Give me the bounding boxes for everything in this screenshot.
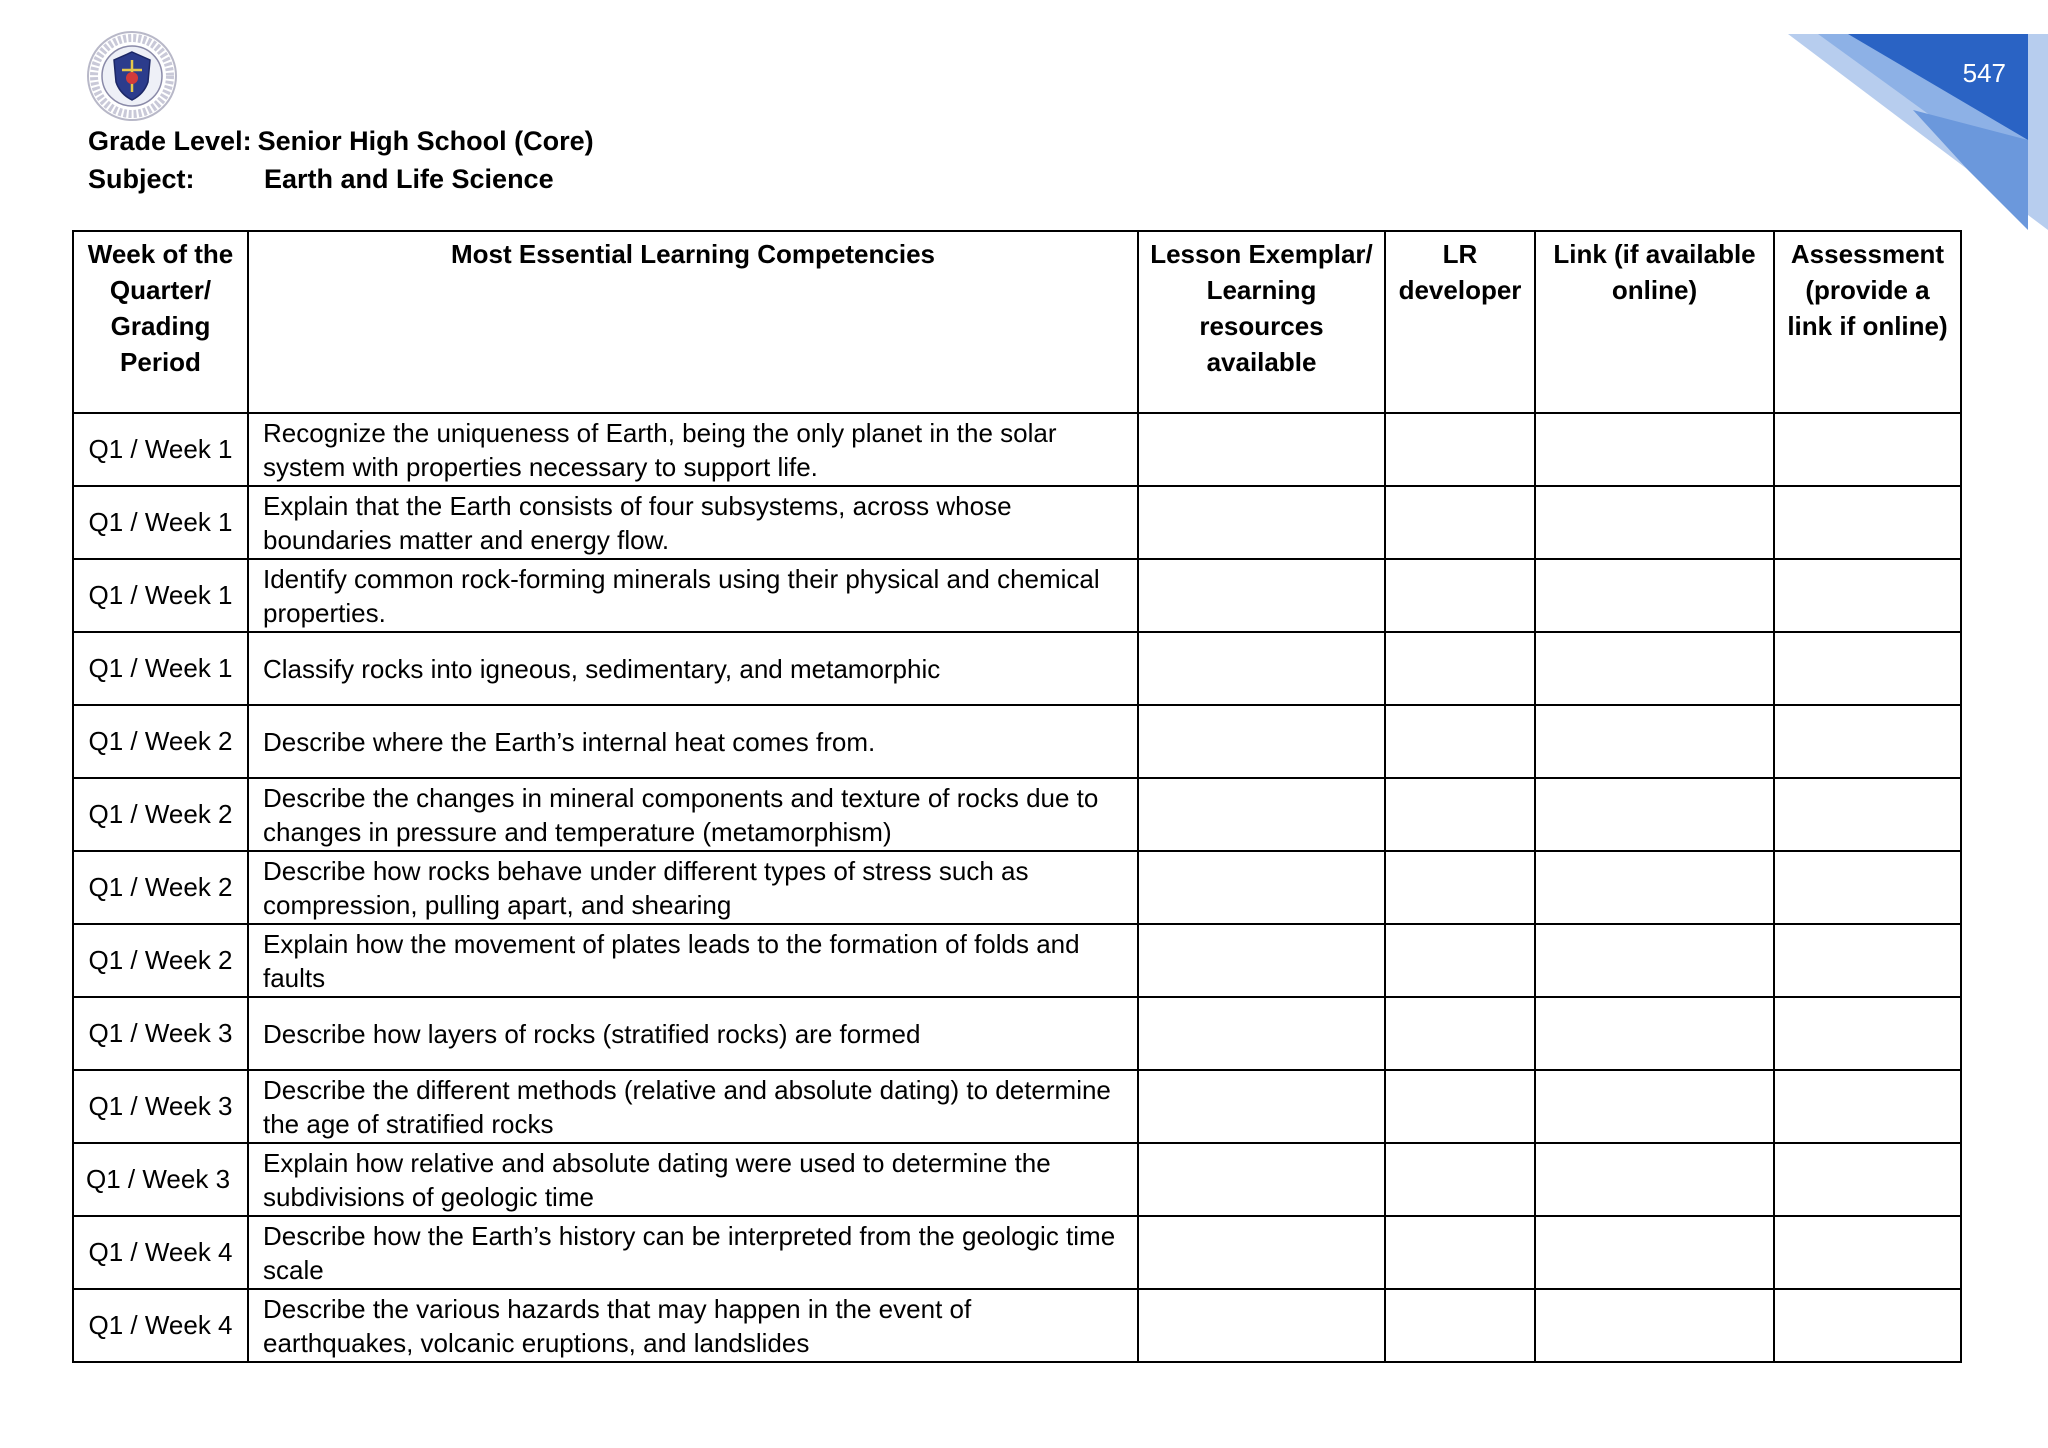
competency-cell: Describe where the Earth’s internal heat comes from. [248, 705, 1138, 778]
developer-cell [1385, 1289, 1535, 1362]
developer-cell [1385, 632, 1535, 705]
table-row [73, 705, 1961, 778]
header-lr-developer: LR developer [1385, 231, 1535, 413]
link-cell [1535, 924, 1774, 997]
grade-level-row [88, 122, 594, 160]
header-week: Week of the Quarter/ Grading Period [73, 231, 248, 413]
link-cell [1535, 1216, 1774, 1289]
week-cell: Q1 / Week 4 [73, 1216, 248, 1289]
lesson-cell [1138, 997, 1385, 1070]
developer-cell [1385, 924, 1535, 997]
lesson-cell [1138, 1289, 1385, 1362]
developer-cell [1385, 851, 1535, 924]
header-lesson-exemplar: Lesson Exemplar/ Learning resources available [1138, 231, 1385, 413]
developer-cell [1385, 1070, 1535, 1143]
lesson-cell [1138, 924, 1385, 997]
developer-cell [1385, 1216, 1535, 1289]
link-cell [1535, 486, 1774, 559]
week-cell: Q1 / Week 1 [73, 413, 248, 486]
competency-cell: Explain how relative and absolute dating were used to determine the subdivisions of geologic time [248, 1143, 1138, 1216]
table-row [73, 851, 1961, 924]
document-meta [88, 122, 594, 198]
subject-value: Earth and Life Science [264, 164, 554, 194]
competency-cell: Describe how rocks behave under different types of stress such as compression, pulling apart, and shearing [248, 851, 1138, 924]
developer-cell [1385, 1143, 1535, 1216]
lesson-cell [1138, 559, 1385, 632]
link-cell [1535, 413, 1774, 486]
week-cell: Q1 / Week 2 [73, 778, 248, 851]
developer-cell [1385, 413, 1535, 486]
table-row [73, 1289, 1961, 1362]
week-cell: Q1 / Week 1 [73, 632, 248, 705]
assessment-cell [1774, 413, 1961, 486]
competency-cell: Identify common rock-forming minerals using their physical and chemical properties. [248, 559, 1138, 632]
week-cell: Q1 / Week 1 [73, 559, 248, 632]
assessment-cell [1774, 1143, 1961, 1216]
week-cell: Q1 / Week 1 [73, 486, 248, 559]
week-cell: Q1 / Week 4 [73, 1289, 248, 1362]
assessment-cell [1774, 778, 1961, 851]
competency-cell: Describe how layers of rocks (stratified rocks) are formed [248, 997, 1138, 1070]
link-cell [1535, 632, 1774, 705]
developer-cell [1385, 559, 1535, 632]
assessment-cell [1774, 632, 1961, 705]
grade-level-label: Grade Level: [88, 126, 252, 156]
table-row [73, 997, 1961, 1070]
week-cell: Q1 / Week 3 [73, 997, 248, 1070]
lesson-cell [1138, 778, 1385, 851]
week-cell: Q1 / Week 2 [73, 924, 248, 997]
competencies-table [72, 230, 1962, 1363]
link-cell [1535, 559, 1774, 632]
table-row [73, 1216, 1961, 1289]
competency-cell: Describe the changes in mineral components and texture of rocks due to changes in pressure and temperature (metamorphism) [248, 778, 1138, 851]
table-row [73, 1070, 1961, 1143]
developer-cell [1385, 997, 1535, 1070]
competency-cell: Describe the various hazards that may happen in the event of earthquakes, volcanic eruptions, and landslides [248, 1289, 1138, 1362]
table-row [73, 559, 1961, 632]
link-cell [1535, 997, 1774, 1070]
lesson-cell [1138, 413, 1385, 486]
table-row [73, 486, 1961, 559]
week-cell: Q1 / Week 2 [73, 705, 248, 778]
competency-cell: Recognize the uniqueness of Earth, being the only planet in the solar system with properties necessary to support life. [248, 413, 1138, 486]
table-row [73, 778, 1961, 851]
header-link: Link (if available online) [1535, 231, 1774, 413]
lesson-cell [1138, 1216, 1385, 1289]
week-cell: Q1 / Week 3 [73, 1143, 248, 1216]
subject-row [88, 160, 594, 198]
link-cell [1535, 851, 1774, 924]
competency-cell: Explain that the Earth consists of four subsystems, across whose boundaries matter and energy flow. [248, 486, 1138, 559]
assessment-cell [1774, 559, 1961, 632]
header-assessment: Assessment (provide a link if online) [1774, 231, 1961, 413]
week-cell: Q1 / Week 2 [73, 851, 248, 924]
grade-level-value: Senior High School (Core) [257, 126, 594, 156]
link-cell [1535, 778, 1774, 851]
table-row [73, 632, 1961, 705]
link-cell [1535, 1143, 1774, 1216]
assessment-cell [1774, 1216, 1961, 1289]
page-number: 547 [1962, 58, 2006, 88]
table-row [73, 1143, 1961, 1216]
developer-cell [1385, 778, 1535, 851]
subject-label: Subject: [88, 164, 195, 194]
header-competencies: Most Essential Learning Competencies [248, 231, 1138, 413]
developer-cell [1385, 705, 1535, 778]
deped-seal-icon [86, 30, 178, 122]
developer-cell [1385, 486, 1535, 559]
assessment-cell [1774, 486, 1961, 559]
lesson-cell [1138, 632, 1385, 705]
assessment-cell [1774, 705, 1961, 778]
lesson-cell [1138, 1143, 1385, 1216]
lesson-cell [1138, 851, 1385, 924]
link-cell [1535, 1070, 1774, 1143]
link-cell [1535, 1289, 1774, 1362]
link-cell [1535, 705, 1774, 778]
table-header-row [73, 231, 1961, 413]
assessment-cell [1774, 924, 1961, 997]
week-cell: Q1 / Week 3 [73, 1070, 248, 1143]
lesson-cell [1138, 705, 1385, 778]
assessment-cell [1774, 1289, 1961, 1362]
assessment-cell [1774, 997, 1961, 1070]
lesson-cell [1138, 1070, 1385, 1143]
competency-cell: Explain how the movement of plates leads to the formation of folds and faults [248, 924, 1138, 997]
competency-cell: Describe the different methods (relative and absolute dating) to determine the age of stratified rocks [248, 1070, 1138, 1143]
lesson-cell [1138, 486, 1385, 559]
table-row [73, 413, 1961, 486]
assessment-cell [1774, 851, 1961, 924]
corner-decoration [1668, 0, 2048, 240]
assessment-cell [1774, 1070, 1961, 1143]
competency-cell: Classify rocks into igneous, sedimentary, and metamorphic [248, 632, 1138, 705]
table-row [73, 924, 1961, 997]
competency-cell: Describe how the Earth’s history can be interpreted from the geologic time scale [248, 1216, 1138, 1289]
